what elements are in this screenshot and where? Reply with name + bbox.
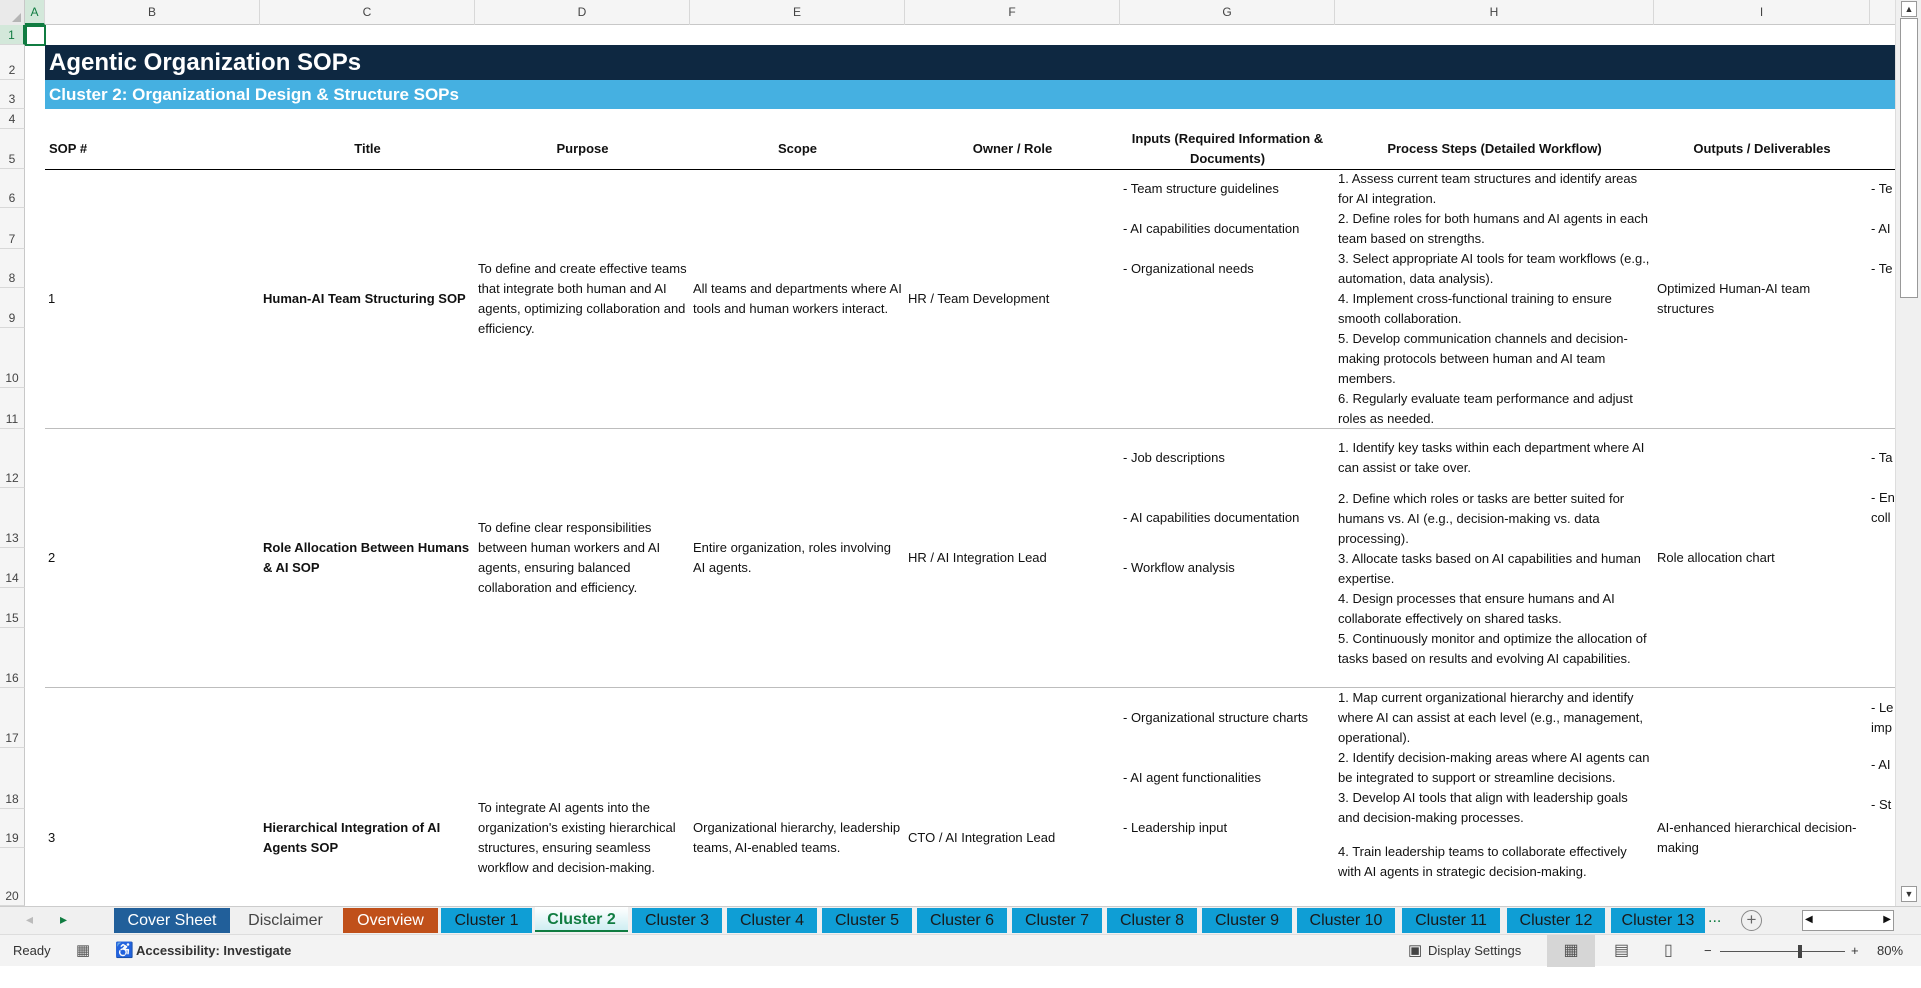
normal-view-icon[interactable]: ▦ <box>1547 935 1595 967</box>
row-header-1[interactable]: 1 <box>0 25 25 45</box>
vertical-scrollbar[interactable] <box>1895 0 1921 906</box>
sheet-tab-cluster-1[interactable]: Cluster 1 <box>441 908 532 933</box>
input-item: - AI capabilities documentation <box>1123 221 1300 236</box>
row-header-3[interactable]: 3 <box>0 80 25 109</box>
header-sop-number: SOP # <box>49 141 88 156</box>
sop-title-cell[interactable] <box>260 169 475 428</box>
sheet-tab-cluster-8[interactable]: Cluster 8 <box>1107 908 1197 933</box>
sop-title: Hierarchical Integration of AI Agents SOP <box>263 820 441 855</box>
row-header-15[interactable]: 15 <box>0 588 25 628</box>
selected-cell-a1[interactable] <box>25 25 46 46</box>
process-step: 4. Train leadership teams to collaborate effectively with AI agents in strategic decision-making. <box>1338 844 1627 879</box>
sheet-tab-cluster-6[interactable]: Cluster 6 <box>917 908 1007 933</box>
header-owner: Owner / Role <box>972 141 1053 156</box>
sop-outputs: AI-enhanced hierarchical decision-making <box>1657 820 1857 855</box>
next-column-item: - Le imp <box>1871 700 1894 735</box>
row-header-20[interactable]: 20 <box>0 848 25 906</box>
sheet-tab-disclaimer[interactable]: Disclaimer <box>230 908 341 933</box>
sheet-tab-overview[interactable]: Overview <box>343 908 438 933</box>
row-header-17[interactable]: 17 <box>0 688 25 748</box>
process-step: 1. Assess current team structures and identify areas for AI integration. <box>1338 171 1638 206</box>
scroll-left-icon[interactable]: ◀ <box>1805 914 1813 925</box>
status-ready: Ready <box>13 943 51 958</box>
sop-owner-cell[interactable] <box>905 429 1120 687</box>
sop-purpose-cell[interactable] <box>475 169 690 428</box>
sheet-tab-cluster-4[interactable]: Cluster 4 <box>727 908 817 933</box>
scroll-up-icon[interactable]: ▲ <box>1901 1 1917 17</box>
sop-title-cell[interactable] <box>260 429 475 687</box>
sheet-tab-cover-sheet[interactable]: Cover Sheet <box>114 908 230 933</box>
process-step: 4. Implement cross-functional training to ensure smooth collaboration. <box>1338 291 1612 326</box>
column-header-d[interactable]: D <box>475 0 690 25</box>
next-column-item: - St <box>1871 797 1892 812</box>
zoom-in-button[interactable]: + <box>1851 943 1859 958</box>
column-headers <box>0 0 1895 25</box>
sop-purpose: To integrate AI agents into the organization's existing hierarchical structures, ensuring seamless workflow and decision-making. <box>478 800 676 875</box>
sop-title: Role Allocation Between Humans & AI SOP <box>263 540 470 575</box>
column-header-c[interactable]: C <box>260 0 475 25</box>
input-item: - Team structure guidelines <box>1123 181 1279 196</box>
sheet-subtitle: Cluster 2: Organizational Design & Structure SOPs <box>45 80 1895 109</box>
row-header-8[interactable]: 8 <box>0 249 25 288</box>
column-header-f[interactable]: F <box>905 0 1120 25</box>
next-column-item: - Ta <box>1871 450 1893 465</box>
sheet-title: Agentic Organization SOPs <box>45 45 1895 80</box>
page-break-view-icon[interactable]: ▯ <box>1664 942 1673 959</box>
row-header-16[interactable]: 16 <box>0 628 25 688</box>
process-step: 5. Continuously monitor and optimize the allocation of tasks based on results and evolving AI capabilities. <box>1338 631 1647 666</box>
column-header-e[interactable]: E <box>690 0 905 25</box>
more-tabs-button[interactable]: ... <box>1708 909 1722 926</box>
process-step: 1. Map current organizational hierarchy and identify where AI can assist at each level (e.g., management, operational). <box>1338 690 1643 745</box>
process-step: 2. Define roles for both humans and AI agents in each team based on strengths. <box>1338 211 1649 246</box>
table-header-row <box>45 129 1895 170</box>
sop-purpose: To define and create effective teams that integrate both human and AI agents, optimizing collaboration and efficiency. <box>478 260 687 336</box>
sop-scope: Entire organization, roles involving AI agents. <box>693 540 891 575</box>
sop-number-cell[interactable] <box>45 169 260 428</box>
scroll-down-icon[interactable]: ▼ <box>1901 886 1917 902</box>
sop-outputs: Role allocation chart <box>1657 550 1775 565</box>
column-header-g[interactable]: G <box>1120 0 1335 25</box>
sheet-tab-cluster-10[interactable]: Cluster 10 <box>1297 908 1395 933</box>
process-step: 3. Allocate tasks based on AI capabilities and human expertise. <box>1338 551 1641 586</box>
process-step: 2. Identify decision-making areas where AI agents can be integrated to support or streamline decisions. <box>1338 750 1650 785</box>
prev-sheet-icon[interactable]: ◂ <box>26 911 34 927</box>
zoom-level[interactable]: 80% <box>1877 943 1904 958</box>
vertical-scroll-thumb[interactable] <box>1900 18 1918 298</box>
input-item: - Job descriptions <box>1123 450 1225 465</box>
input-item: - Leadership input <box>1123 820 1228 835</box>
zoom-slider[interactable] <box>1720 951 1845 952</box>
next-column-item: - AI <box>1871 221 1891 236</box>
status-bar <box>0 934 1921 966</box>
sop-outputs-cell[interactable] <box>1654 169 1870 428</box>
next-column-cell[interactable] <box>1870 169 1895 428</box>
next-column-item: - En coll <box>1871 490 1895 525</box>
next-column-cell[interactable] <box>1870 429 1895 687</box>
display-settings-button[interactable]: Display Settings <box>1428 943 1522 958</box>
sop-owner: CTO / AI Integration Lead <box>908 830 1056 845</box>
add-sheet-icon[interactable]: + <box>1741 910 1762 931</box>
sop-purpose-cell[interactable] <box>475 429 690 687</box>
sop-owner: HR / Team Development <box>908 290 1050 306</box>
row-header-2[interactable]: 2 <box>0 45 25 80</box>
input-item: - AI capabilities documentation <box>1123 510 1300 525</box>
sop-title: Human-AI Team Structuring SOP <box>263 290 466 306</box>
row-header-14[interactable]: 14 <box>0 548 25 588</box>
sheet-tab-cluster-7[interactable]: Cluster 7 <box>1012 908 1102 933</box>
sheet-tab-bar <box>0 906 1921 934</box>
scroll-right-icon[interactable]: ▶ <box>1883 914 1891 925</box>
process-step: 3. Select appropriate AI tools for team workflows (e.g., automation, data analysis). <box>1338 251 1650 286</box>
sop-scope: All teams and departments where AI tools and human workers interact. <box>693 280 902 316</box>
macro-record-icon[interactable]: ▦ <box>76 942 91 959</box>
process-step: 6. Regularly evaluate team performance and adjust roles as needed. <box>1338 391 1633 426</box>
sheet-tab-cluster-3[interactable]: Cluster 3 <box>632 908 722 933</box>
row-header-4[interactable]: 4 <box>0 109 25 129</box>
row-header-9[interactable]: 9 <box>0 288 25 328</box>
row-header-10[interactable]: 10 <box>0 328 25 388</box>
header-purpose: Purpose <box>556 141 609 156</box>
horizontal-scrollbar[interactable] <box>1802 910 1894 931</box>
sop-number-cell[interactable] <box>45 429 260 687</box>
table-row <box>45 169 1895 429</box>
sop-owner-cell[interactable] <box>905 169 1120 428</box>
sheet-tab-cluster-5[interactable]: Cluster 5 <box>822 908 912 933</box>
header-inputs: Inputs (Required Information & Documents) <box>1131 131 1324 166</box>
next-column-item: - Te <box>1871 261 1893 276</box>
sop-purpose: To define clear responsibilities between human workers and AI agents, ensuring balanced collaboration and efficiency. <box>478 520 661 595</box>
inputs-cell[interactable] <box>1120 429 1335 687</box>
sop-outputs: Optimized Human-AI team structures <box>1657 280 1811 316</box>
process-step: 5. Develop communication channels and decision-making protocols between human and AI team members. <box>1338 331 1628 386</box>
sheet-tab-cluster-11[interactable]: Cluster 11 <box>1402 908 1500 933</box>
sheet-tab-cluster-13[interactable]: Cluster 13 <box>1611 908 1705 933</box>
row-header-12[interactable]: 12 <box>0 429 25 488</box>
table-row <box>45 429 1895 688</box>
next-sheet-icon[interactable]: ▸ <box>60 911 68 927</box>
sop-scope-cell[interactable] <box>690 429 905 687</box>
row-header-5[interactable]: 5 <box>0 129 25 169</box>
row-header-11[interactable]: 11 <box>0 388 25 429</box>
column-header-i[interactable]: I <box>1654 0 1870 25</box>
display-settings-icon[interactable]: ▣ <box>1408 942 1423 959</box>
process-step: 1. Identify key tasks within each department where AI can assist or take over. <box>1338 440 1645 475</box>
inputs-cell[interactable] <box>1120 169 1335 428</box>
sheet-tab-cluster-9[interactable]: Cluster 9 <box>1202 908 1292 933</box>
sop-outputs-cell[interactable] <box>1654 429 1870 687</box>
process-step: 2. Define which roles or tasks are better suited for humans vs. AI (e.g., decision-making vs. data processing). <box>1338 491 1625 546</box>
row-header-13[interactable]: 13 <box>0 488 25 548</box>
sop-scope: Organizational hierarchy, leadership teams, AI-enabled teams. <box>693 820 901 855</box>
process-steps-cell[interactable] <box>1335 429 1654 687</box>
header-process-steps: Process Steps (Detailed Workflow) <box>1387 141 1602 156</box>
header-scope: Scope <box>777 141 817 156</box>
header-outputs: Outputs / Deliverables <box>1693 141 1831 156</box>
row-header-7[interactable]: 7 <box>0 208 25 249</box>
sop-number: 1 <box>48 290 56 306</box>
page-layout-view-icon[interactable]: ▤ <box>1614 942 1630 959</box>
row-header-19[interactable]: 19 <box>0 809 25 848</box>
row-header-6[interactable]: 6 <box>0 169 25 208</box>
input-item: - AI agent functionalities <box>1123 770 1262 785</box>
accessibility-icon[interactable]: ♿ <box>115 942 134 959</box>
process-steps-cell[interactable] <box>1335 169 1654 428</box>
column-header-h[interactable]: H <box>1335 0 1654 25</box>
sop-number: 2 <box>48 550 56 565</box>
row-header-18[interactable]: 18 <box>0 748 25 809</box>
accessibility-status[interactable]: Accessibility: Investigate <box>136 943 292 958</box>
next-column-item: - Te <box>1871 181 1893 196</box>
input-item: - Workflow analysis <box>1123 560 1235 575</box>
zoom-out-button[interactable]: − <box>1704 943 1712 958</box>
column-header-a[interactable]: A <box>25 0 45 25</box>
select-all-button[interactable] <box>0 0 25 25</box>
header-title: Title <box>354 141 381 156</box>
sop-scope-cell[interactable] <box>690 169 905 428</box>
sheet-tab-cluster-12[interactable]: Cluster 12 <box>1507 908 1605 933</box>
sheet-tab-cluster-2[interactable]: Cluster 2 <box>535 907 628 932</box>
sop-number: 3 <box>48 830 56 845</box>
process-step: 4. Design processes that ensure humans and AI collaborate effectively on shared tasks. <box>1338 591 1615 626</box>
process-step: 3. Develop AI tools that align with leadership goals and decision-making processes. <box>1338 790 1628 825</box>
next-column-item: - AI <box>1871 757 1891 772</box>
zoom-slider-thumb[interactable] <box>1798 945 1802 958</box>
sop-owner: HR / AI Integration Lead <box>908 550 1047 565</box>
column-header-b[interactable]: B <box>45 0 260 25</box>
input-item: - Organizational needs <box>1123 261 1254 276</box>
input-item: - Organizational structure charts <box>1123 710 1308 725</box>
